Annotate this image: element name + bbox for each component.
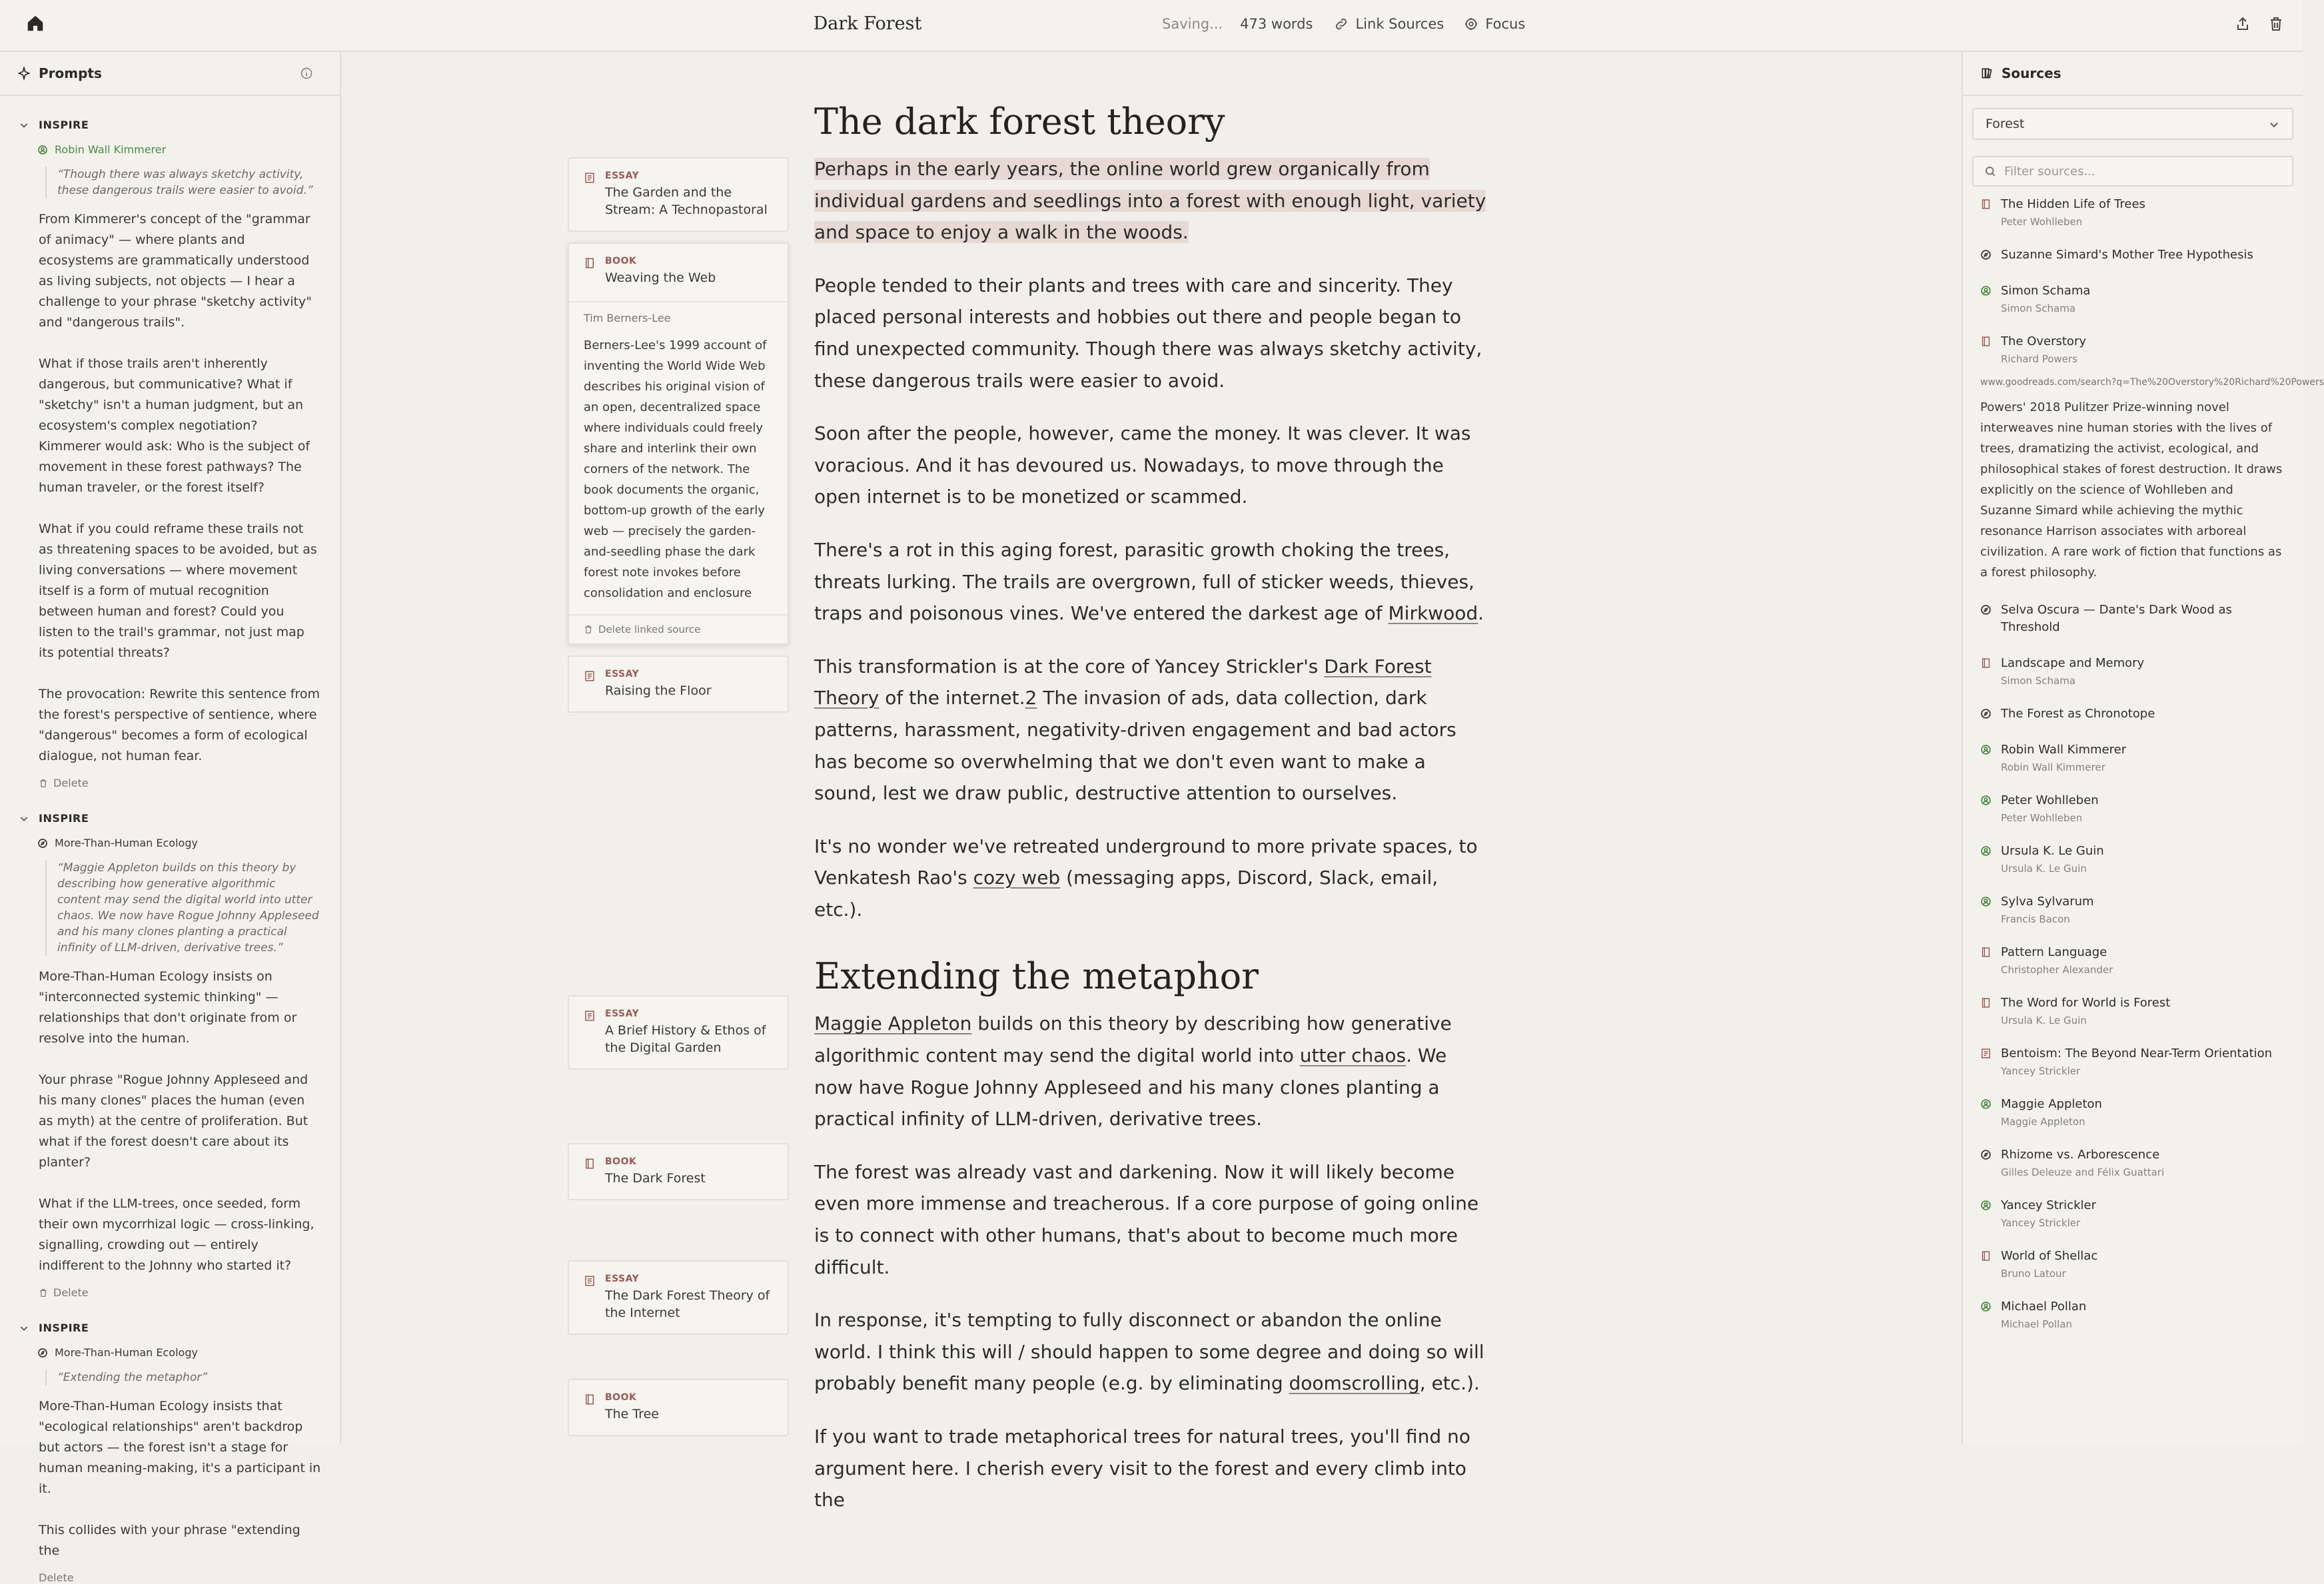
source-author: Simon Schama xyxy=(2001,302,2076,314)
source-author: Yancey Strickler xyxy=(2001,1217,2081,1229)
book-icon xyxy=(1980,1248,2001,1264)
prompt-paragraph: More-Than-Human Ecology insists that "ecological relationships" aren't backdrop but actors — the forest isn't a stage for human meaning-making, it's a participant in it. xyxy=(39,1399,321,1496)
prompt-source-name: Robin Wall Kimmerer xyxy=(55,143,167,156)
source-title: Simon Schama xyxy=(2001,284,2091,298)
source-author: Tim Berners-Lee xyxy=(584,312,671,324)
source-kind: ESSAY xyxy=(605,1008,640,1019)
book-icon xyxy=(1980,333,2001,350)
essay-icon xyxy=(584,1275,596,1287)
person-icon xyxy=(37,145,48,155)
text-run: This transformation is at the core of Yancey Strickler's xyxy=(814,655,1325,677)
link-sources-button[interactable] xyxy=(1334,16,1444,32)
source-kind: BOOK xyxy=(605,1392,637,1403)
source-description: Powers' 2018 Pulitzer Prize-winning novel interweaves nine human stories with the lives of trees, dramatizing the activist, ecological, and philosophical stakes of forest destruction. It draws explicitly on the science of Wohlleben and Suzanne Simard while achieving the mythic resonance Harrison associates with arboreal civilization. A rare work of fiction that functions as a forest philosophy. xyxy=(1980,400,2283,580)
source-name: Weaving the Web xyxy=(605,270,716,285)
source-author: Francis Bacon xyxy=(2001,913,2070,925)
prompt-paragraph: The provocation: Rewrite this sentence from the forest's perspective of sentience, where "dangerous" becomes a form of ecological dialogue, not human fear. xyxy=(39,687,320,763)
maggie-appleton-link[interactable]: Maggie Appleton xyxy=(814,1012,972,1035)
share-icon[interactable] xyxy=(2235,16,2253,35)
source-title: Bentoism: The Beyond Near-Term Orientation xyxy=(2001,1046,2273,1060)
compass-icon xyxy=(1980,705,2001,722)
compass-icon xyxy=(1980,246,2001,263)
prompts-panel xyxy=(0,52,341,1584)
person-icon xyxy=(1980,1298,2001,1315)
source-author: Robin Wall Kimmerer xyxy=(2001,761,2105,773)
source-kind: ESSAY xyxy=(605,171,640,181)
source-name: The Tree xyxy=(605,1407,659,1421)
prompt-quote: “Extending the metaphor” xyxy=(45,1370,321,1386)
heading-1[interactable]: The dark forest theory xyxy=(814,101,1225,143)
prompt-card xyxy=(0,812,340,1299)
paragraph[interactable] xyxy=(814,153,1487,248)
focus-icon xyxy=(1464,17,1478,31)
source-title: Selva Oscura — Dante's Dark Wood as Threshold xyxy=(2001,603,2232,634)
source-name: The Dark Forest Theory of the Internet xyxy=(605,1288,770,1320)
source-name: The Dark Forest xyxy=(605,1171,706,1186)
prompt-toggle[interactable] xyxy=(19,119,321,131)
collection-value: Forest xyxy=(1986,117,2025,131)
prompt-quote: “Maggie Appleton builds on this theory by describing how generative algorithmic content may send the digital world into utter chaos. We now have Rogue Johnny Appleseed and his many clones planting a practical infinity of LLM-driven, derivative trees.” xyxy=(45,860,321,956)
prompt-source[interactable] xyxy=(37,837,321,849)
text-run: There's a rot in this aging forest, parasitic growth choking the trees, threats lurking. The trails are overgrown, full of sticker weeds, thieves, traps and poisonous vines. We've entered the darkest age of xyxy=(814,538,1474,625)
text-run: . xyxy=(1478,602,1484,625)
source-description: Berners-Lee's 1999 account of inventing the World Wide Web describes his original vision of an open, decentralized space where individuals could freely share and interlink their own corners of the network. The book documents the organic, bottom-up growth of the early web — precisely the garden-and-seedling phase the dark forest note invokes before consolidation and enclosure xyxy=(584,338,767,600)
book-icon xyxy=(1980,655,2001,671)
search-icon xyxy=(1984,165,1996,177)
book-icon xyxy=(584,1158,596,1170)
linked-source-card-expanded[interactable] xyxy=(568,242,789,645)
delete-label: Delete xyxy=(39,1571,74,1584)
heading-2[interactable]: Extending the metaphor xyxy=(814,955,1259,998)
essay-icon xyxy=(584,1010,596,1022)
source-name: Raising the Floor xyxy=(605,683,712,698)
chevron-down-icon xyxy=(2268,119,2280,134)
paragraph[interactable] xyxy=(814,651,1487,809)
person-icon xyxy=(1980,893,2001,910)
source-kind: ESSAY xyxy=(605,669,640,679)
source-name: A Brief History & Ethos of the Digital Garden xyxy=(605,1023,766,1055)
article-body[interactable] xyxy=(814,99,1487,1516)
sources-panel xyxy=(1962,52,2324,1443)
text-run: . We now have Rogue Johnny Appleseed and his many clones planting a practical infinity of LLM-driven, derivative trees. xyxy=(814,1044,1447,1130)
sources-title: Sources xyxy=(2002,65,2061,81)
source-author: Christopher Alexander xyxy=(2001,964,2113,976)
top-right-actions xyxy=(2235,16,2287,35)
paragraph[interactable] xyxy=(814,1304,1487,1399)
document-title[interactable]: Dark Forest xyxy=(813,13,922,34)
sources-header xyxy=(1963,52,2303,96)
focus-button[interactable] xyxy=(1464,16,1525,32)
delete-label: Delete xyxy=(53,777,89,789)
source-item[interactable] xyxy=(1963,246,2303,264)
source-item[interactable] xyxy=(1963,282,2303,314)
source-author: Michael Pollan xyxy=(2001,1318,2072,1330)
source-author: Ursula K. Le Guin xyxy=(2001,863,2087,875)
paragraph[interactable]: People tended to their plants and trees with care and sincerity. They placed personal interests and hobbies out there and people began to find unexpected community. Though there was always sketchy activity, these dangerous trails were easier to avoid. xyxy=(814,274,1482,392)
source-detail xyxy=(1963,377,2324,583)
paragraph[interactable]: The forest was already vast and darkening. Now it will likely become even more immense and treacherous. If a core purpose of going online is to connect with other humans, that's about to become much more difficult. xyxy=(814,1160,1479,1278)
paragraph[interactable]: If you want to trade metaphorical trees for natural trees, you'll find no argument here. I cherish every visit to the forest and every climb into the xyxy=(814,1425,1470,1511)
prompt-label: INSPIRE xyxy=(39,812,89,825)
prompt-body xyxy=(39,209,321,767)
prompts-header xyxy=(0,52,340,96)
linked-source-card[interactable] xyxy=(568,1379,789,1436)
prompt-body xyxy=(39,967,321,1276)
focus-label: Focus xyxy=(1485,16,1526,32)
source-item[interactable] xyxy=(1963,1248,2303,1280)
delete-prompt-button[interactable] xyxy=(39,777,321,789)
collection-select[interactable] xyxy=(1972,108,2293,140)
source-title: Ursula K. Le Guin xyxy=(2001,844,2104,858)
home-icon[interactable] xyxy=(25,13,47,36)
paragraph[interactable] xyxy=(814,831,1487,926)
source-title: Sylva Sylvarum xyxy=(2001,895,2094,909)
source-title: The Hidden Life of Trees xyxy=(2001,197,2145,211)
source-item[interactable] xyxy=(1963,944,2303,976)
mirkwood-link[interactable]: Mirkwood xyxy=(1388,602,1478,625)
source-author: Peter Wohlleben xyxy=(2001,812,2083,824)
source-item[interactable] xyxy=(1963,792,2303,824)
paragraph[interactable] xyxy=(814,1008,1487,1134)
linked-source-card[interactable] xyxy=(568,655,789,713)
compass-icon xyxy=(37,838,48,849)
saving-status: Saving... xyxy=(1162,16,1223,32)
prompt-source[interactable] xyxy=(37,143,321,156)
trash-icon xyxy=(584,625,593,634)
book-icon xyxy=(1980,944,2001,961)
text-run: (messaging apps, Discord, Slack, email, etc.). xyxy=(814,867,1439,921)
essay-icon xyxy=(584,172,596,184)
info-icon[interactable] xyxy=(300,67,321,83)
source-title: Yancey Strickler xyxy=(2001,1198,2096,1212)
source-title: Michael Pollan xyxy=(2001,1300,2087,1314)
trash-icon xyxy=(39,1288,48,1298)
prompt-label: INSPIRE xyxy=(39,1322,89,1334)
source-author: Peter Wohlleben xyxy=(2001,216,2083,228)
prompt-body xyxy=(39,1396,321,1561)
prompt-toggle[interactable] xyxy=(19,1322,321,1334)
text-run: builds on this theory by describing how generative algorithmic content may send the digital world into xyxy=(814,1012,1452,1067)
text-run: , etc.). xyxy=(1419,1372,1480,1395)
filter-sources-input[interactable] xyxy=(2004,165,2271,179)
source-kind: BOOK xyxy=(605,1156,637,1167)
prompt-paragraph: From Kimmerer's concept of the "grammar of animacy" — where plants and ecosystems are grammatically understood as living subjects, not objects — I hear a challenge to your phrase "sketchy activity" and "dangerous trails". xyxy=(39,212,312,330)
compass-icon xyxy=(37,1348,48,1358)
delete-linked-source-label: Delete linked source xyxy=(598,623,701,635)
paragraph[interactable]: Soon after the people, however, came the money. It was clever. It was voracious. And it has devoured us. Nowadays, to move through the open internet is to be monetized or scammed. xyxy=(814,422,1471,508)
person-icon xyxy=(1980,1096,2001,1112)
source-title: Robin Wall Kimmerer xyxy=(2001,743,2127,757)
source-title: Pattern Language xyxy=(2001,945,2107,959)
status-group xyxy=(1162,16,1545,32)
text-run: In response, it's tempting to fully disconnect or abandon the online world. I think this will / should happen to some degree and doing so will probably benefit many people (e.g. by eliminating xyxy=(814,1309,1484,1395)
link-sources-label: Link Sources xyxy=(1355,16,1445,32)
text-run: It's no wonder we've retreated underground to more private spaces, to Venkatesh Rao's xyxy=(814,835,1478,889)
chevron-down-icon xyxy=(19,120,29,131)
person-icon xyxy=(1980,1197,2001,1214)
source-item[interactable] xyxy=(1963,741,2303,773)
source-title: Landscape and Memory xyxy=(2001,656,2145,670)
source-name: The Garden and the Stream: A Technopastoral xyxy=(605,185,768,217)
source-title: The Forest as Chronotope xyxy=(2001,707,2155,721)
essay-icon xyxy=(1980,1045,2001,1062)
source-author: Gilles Deleuze and Félix Guattari xyxy=(2001,1166,2165,1178)
highlighted-text[interactable]: Perhaps in the early years, the online world grew organically from individual gardens and seedlings into a forest with enough light, variety and space to enjoy a walk in the woods. xyxy=(814,158,1486,244)
source-url[interactable]: www.goodreads.com/search?q=The%20Overstory%20Richard%20Powers xyxy=(1980,377,2324,388)
source-item[interactable] xyxy=(1963,1146,2303,1178)
essay-icon xyxy=(584,670,596,682)
source-item[interactable] xyxy=(1963,994,2303,1026)
source-item[interactable] xyxy=(1963,1298,2303,1330)
book-icon xyxy=(584,1393,596,1405)
source-author: Simon Schama xyxy=(2001,675,2076,687)
sources-list xyxy=(1963,196,2324,1330)
word-count: 473 words xyxy=(1240,16,1313,32)
prompt-paragraph: What if the LLM-trees, once seeded, form their own mycorrhizal logic — cross-linking, signalling, crowding out — entirely indifferent to the Johnny who started it? xyxy=(39,1196,314,1273)
person-icon xyxy=(1980,792,2001,809)
text-run: The invasion of ads, data collection, dark patterns, harassment, negativity-driven engagement and bad actors has become so overwhelming that we don't even want to make a sound, lest we draw public, destructive attention to ourselves. xyxy=(814,687,1456,805)
prompt-quote: “Though there was always sketchy activity, these dangerous trails were easier to avoid.” xyxy=(45,167,321,198)
prompt-card xyxy=(0,119,340,789)
source-item[interactable] xyxy=(1963,655,2303,687)
filter-box xyxy=(1972,156,2293,187)
paragraph[interactable] xyxy=(814,534,1487,629)
cozy-web-link[interactable]: cozy web xyxy=(973,867,1061,889)
prompt-source-name: More-Than-Human Ecology xyxy=(55,837,198,849)
linked-source-card[interactable] xyxy=(568,157,789,232)
prompt-toggle[interactable] xyxy=(19,812,321,825)
dark-forest-theory-link[interactable]: Dark Forest Theory xyxy=(814,655,1432,709)
prompts-title: Prompts xyxy=(39,65,102,81)
source-item[interactable] xyxy=(1963,843,2303,875)
delete-label: Delete xyxy=(53,1286,89,1299)
compass-icon xyxy=(1980,601,2001,618)
book-icon xyxy=(1980,994,2001,1011)
doomscrolling-link[interactable]: doomscrolling xyxy=(1289,1372,1420,1395)
source-author: Bruno Latour xyxy=(2001,1268,2066,1280)
source-kind: ESSAY xyxy=(605,1274,640,1284)
prompt-source-name: More-Than-Human Ecology xyxy=(55,1346,198,1359)
source-title: World of Shellac xyxy=(2001,1249,2098,1263)
book-icon xyxy=(584,257,596,269)
source-title: The Overstory xyxy=(2001,334,2086,348)
sparkle-icon xyxy=(17,67,31,80)
source-item[interactable] xyxy=(1963,1096,2303,1128)
trash-icon xyxy=(39,779,48,788)
source-title: Suzanne Simard's Mother Tree Hypothesis xyxy=(2001,248,2253,262)
delete-linked-source-button[interactable] xyxy=(569,614,788,643)
utter-chaos-link[interactable]: utter chaos xyxy=(1299,1044,1407,1067)
chevron-down-icon xyxy=(19,813,29,824)
person-icon xyxy=(1980,843,2001,859)
prompt-paragraph: This collides with your phrase "extending the xyxy=(39,1523,300,1558)
prompt-paragraph: What if those trails aren't inherently dangerous, but communicative? What if "sketchy" isn't a human judgment, but an ecosystem's complex negotiation? Kimmerer would ask: Who is the subject of movement in these forest pathways? The human traveler, or the forest itself? xyxy=(39,356,310,495)
source-author: Ursula K. Le Guin xyxy=(2001,1014,2087,1026)
source-title: Maggie Appleton xyxy=(2001,1097,2102,1111)
link-icon xyxy=(1334,17,1349,31)
source-author: Maggie Appleton xyxy=(2001,1116,2085,1128)
library-icon xyxy=(1980,67,1994,80)
delete-prompt-button[interactable] xyxy=(39,1286,321,1299)
source-item[interactable] xyxy=(1963,893,2303,925)
source-item[interactable] xyxy=(1963,196,2303,228)
person-icon xyxy=(1980,741,2001,758)
compass-icon xyxy=(1980,1146,2001,1163)
prompt-paragraph: Your phrase "Rogue Johnny Appleseed and his many clones" places the human (even as myth) at the centre of proliferation. But what if the forest doesn't care about its planter? xyxy=(39,1072,308,1170)
footnote-link[interactable]: 2 xyxy=(1025,687,1037,709)
source-author: Yancey Strickler xyxy=(2001,1065,2081,1077)
person-icon xyxy=(1980,282,2001,299)
prompt-source[interactable] xyxy=(37,1346,321,1359)
text-run: of the internet. xyxy=(879,687,1025,709)
linked-source-card[interactable] xyxy=(568,1143,789,1200)
chevron-down-icon xyxy=(19,1323,29,1334)
delete-prompt-button[interactable] xyxy=(39,1571,321,1584)
source-item[interactable] xyxy=(1963,1197,2303,1229)
prompt-label: INSPIRE xyxy=(39,119,89,131)
divider xyxy=(569,301,788,302)
source-item[interactable] xyxy=(1963,705,2303,723)
top-bar xyxy=(0,0,2303,52)
source-kind: BOOK xyxy=(605,256,637,266)
source-item[interactable] xyxy=(1963,333,2303,365)
linked-source-card[interactable] xyxy=(568,1260,789,1335)
source-title: Rhizome vs. Arborescence xyxy=(2001,1148,2160,1162)
linked-source-card[interactable] xyxy=(568,995,789,1070)
prompt-paragraph: More-Than-Human Ecology insists on "interconnected systemic thinking" — relationships that don't originate from or resolve into the human. xyxy=(39,969,297,1046)
prompt-paragraph: What if you could reframe these trails not as threatening spaces to be avoided, but as living conversations — where movement itself is a form of mutual recognition between human and forest? Could you listen to the trail's grammar, not just map its potential threats? xyxy=(39,522,317,660)
source-title: Peter Wohlleben xyxy=(2001,793,2099,807)
editor-area xyxy=(342,53,1962,1511)
source-author: Richard Powers xyxy=(2001,353,2077,365)
trash-icon[interactable] xyxy=(2268,16,2287,35)
source-item[interactable] xyxy=(1963,1045,2303,1077)
source-item[interactable] xyxy=(1963,601,2303,636)
prompt-card xyxy=(0,1322,340,1584)
book-icon xyxy=(1980,196,2001,212)
source-title: The Word for World is Forest xyxy=(2001,996,2171,1010)
